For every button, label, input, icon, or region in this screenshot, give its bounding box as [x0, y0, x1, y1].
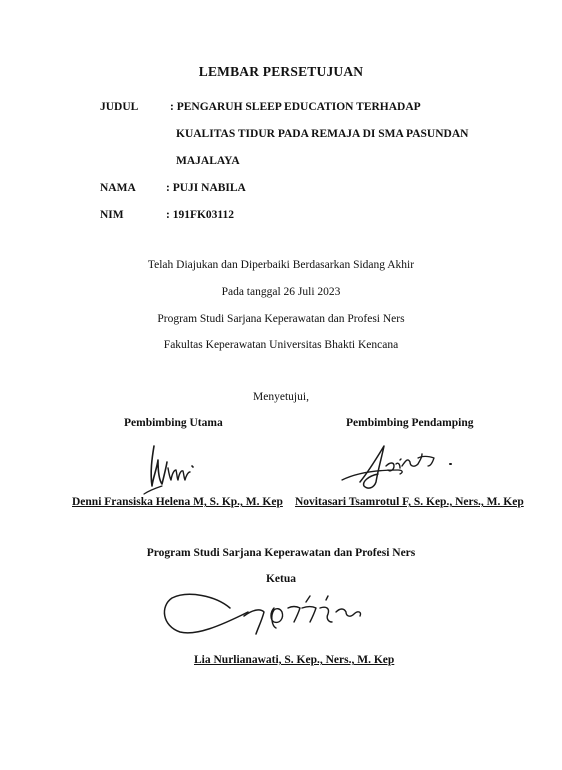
- head-name: Lia Nurlianawati, S. Kep., Ners., M. Kep: [194, 654, 395, 666]
- nim-value: : 191FK03112: [166, 209, 235, 221]
- head-role: Ketua: [265, 573, 297, 585]
- judul-value-line1: : PENGARUH SLEEP EDUCATION TERHADAP: [170, 101, 421, 113]
- approval-label: Menyetujui,: [253, 391, 309, 403]
- supervisor-co-signature: [338, 436, 468, 496]
- judul-label: JUDUL: [100, 101, 139, 113]
- supervisor-co-title: Pembimbing Pendamping: [346, 417, 474, 429]
- nama-value: : PUJI NABILA: [166, 182, 246, 194]
- supervisor-main-title: Pembimbing Utama: [124, 417, 223, 429]
- supervisor-main-signature: [140, 438, 210, 500]
- head-signature: [160, 586, 390, 656]
- statement-date: Pada tanggal 26 Juli 2023: [221, 286, 341, 298]
- statement-program: Program Studi Sarjana Keperawatan dan Profesi Ners: [157, 313, 405, 325]
- document-title: LEMBAR PERSETUJUAN: [198, 64, 364, 79]
- statement-line-1: Telah Diajukan dan Diperbaiki Berdasarkan Sidang Akhir: [147, 259, 415, 271]
- nama-label: NAMA: [100, 182, 136, 194]
- nim-label: NIM: [100, 209, 124, 221]
- supervisor-co-name: Novitasari Tsamrotul F, S. Kep., Ners., M. Kep: [295, 496, 524, 508]
- judul-value-line3: MAJALAYA: [176, 155, 240, 167]
- supervisor-main-name: Denni Fransiska Helena M, S. Kp., M. Kep: [72, 496, 283, 508]
- judul-value-line2: KUALITAS TIDUR PADA REMAJA DI SMA PASUNDAN: [176, 128, 469, 140]
- head-program: Program Studi Sarjana Keperawatan dan Profesi Ners: [146, 547, 416, 559]
- statement-faculty: Fakultas Keperawatan Universitas Bhakti Kencana: [163, 339, 399, 351]
